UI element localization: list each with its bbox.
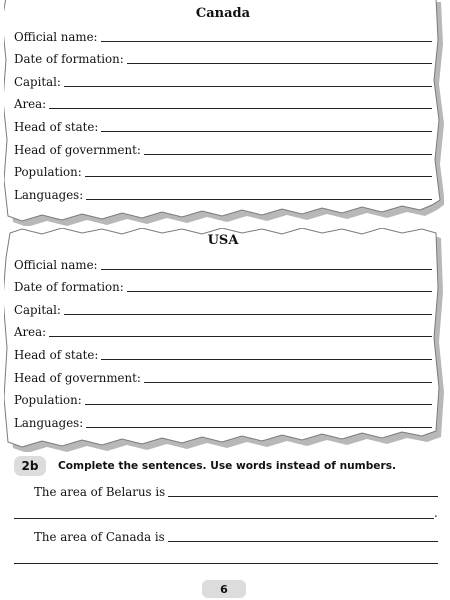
field-label: Area: (14, 97, 47, 112)
exercise-2b (14, 455, 438, 575)
card-title: Canada (195, 6, 251, 21)
field-area (14, 318, 432, 341)
field-label: Capital: (14, 74, 61, 89)
field-date-of-formation (14, 273, 432, 296)
answer-line[interactable] (101, 269, 432, 270)
answer-line[interactable] (101, 359, 432, 360)
answer-line[interactable] (168, 496, 438, 497)
answer-line-continuation[interactable] (14, 518, 434, 519)
field-label: Official name: (14, 29, 98, 44)
field-date-of-formation (14, 45, 432, 68)
card-title: USA (207, 233, 239, 248)
field-label: Date of formation: (14, 280, 124, 295)
answer-line[interactable] (64, 314, 432, 315)
answer-line[interactable] (64, 86, 432, 87)
field-label: Head of government: (14, 370, 141, 385)
field-official-name (14, 22, 432, 45)
field-label: Population: (14, 165, 82, 180)
answer-line-continuation[interactable] (14, 563, 438, 564)
field-official-name (14, 250, 432, 273)
answer-line[interactable] (85, 404, 432, 405)
answer-line[interactable] (101, 41, 432, 42)
field-label: Head of government: (14, 142, 141, 157)
field-label: Head of state: (14, 119, 99, 134)
answer-line[interactable] (85, 176, 432, 177)
answer-line[interactable] (49, 336, 432, 337)
sentence-text: The area of Belarus is (34, 485, 166, 499)
answer-line[interactable] (86, 427, 432, 428)
page-number: 6 (202, 580, 246, 598)
field-label: Population: (14, 393, 82, 408)
answer-line[interactable] (168, 541, 438, 542)
field-label: Date of formation: (14, 52, 124, 67)
answer-line[interactable] (144, 154, 432, 155)
field-label: Head of state: (14, 347, 99, 362)
sentence-belarus (34, 482, 438, 500)
field-languages (14, 180, 432, 203)
field-label: Area: (14, 325, 47, 340)
exercise-badge: 2b (14, 456, 46, 476)
field-area (14, 90, 432, 113)
field-label: Languages: (14, 415, 84, 430)
answer-line[interactable] (86, 199, 432, 200)
field-head-of-state (14, 112, 432, 135)
field-capital (14, 295, 432, 318)
field-population (14, 386, 432, 409)
field-population (14, 158, 432, 181)
sentence-period: . (434, 506, 438, 520)
field-label: Capital: (14, 302, 61, 317)
sentence-canada (34, 527, 438, 545)
usa-card (4, 228, 444, 452)
answer-line[interactable] (144, 382, 432, 383)
field-label: Languages: (14, 187, 84, 202)
field-head-of-government (14, 135, 432, 158)
answer-line[interactable] (49, 108, 432, 109)
canada-card (4, 0, 444, 226)
answer-line[interactable] (101, 131, 432, 132)
field-head-of-state (14, 340, 432, 363)
field-label: Official name: (14, 257, 98, 272)
exercise-header (14, 455, 438, 477)
answer-line[interactable] (127, 63, 432, 64)
answer-line[interactable] (127, 291, 432, 292)
field-capital (14, 67, 432, 90)
exercise-instruction: Complete the sentences. Use words instead of numbers. (58, 460, 397, 472)
field-languages (14, 408, 432, 431)
field-head-of-government (14, 363, 432, 386)
sentence-text: The area of Canada is (34, 530, 165, 544)
